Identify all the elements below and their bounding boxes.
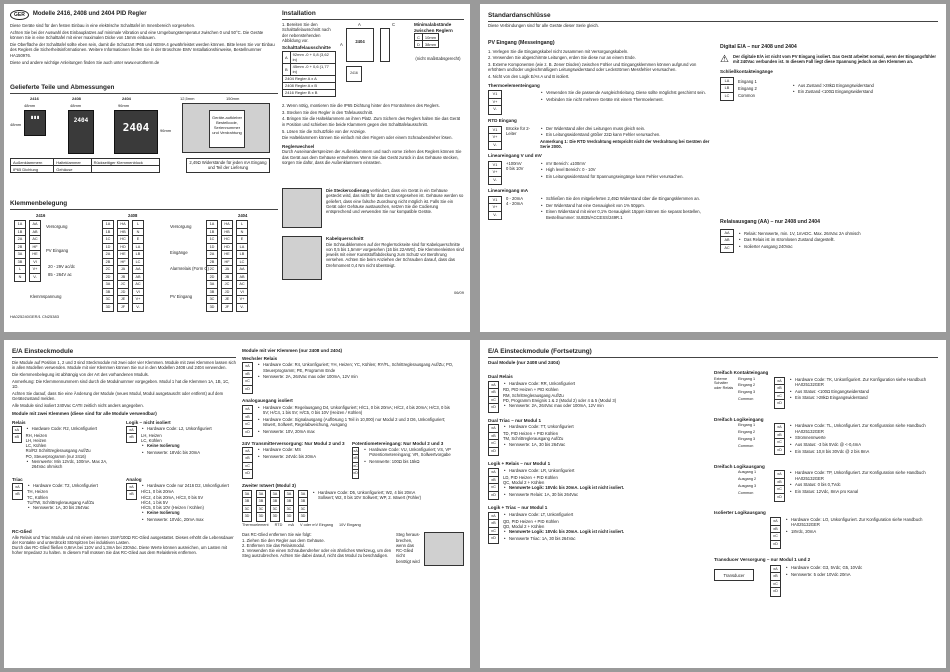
page-subtitle: Diese Verbindungen sind für alle Geräte dieser Serie gleich. <box>488 23 600 28</box>
anaout-heading: Analogausgang isoliert <box>242 398 293 404</box>
linma-range: 4 - 20mA <box>506 201 523 207</box>
wire-label: Alarmrelais (Form C) <box>170 266 209 271</box>
transducer-terminals: xA xB xC xD <box>770 565 781 597</box>
logic-relay-item: • Nennwerte Relais: 1A, 30 bis 264Vac <box>503 492 703 497</box>
relay-bullet: • Relais: Nennwerte, min. 1V, 1mADC. Max. 264Vac 2A ohmisch <box>738 231 918 236</box>
triple-contact-item: • Hardware Code: TK, Unkonfiguriert. Zur Konfiguration siehe Handbuch HA025132GER <box>789 377 939 388</box>
triple-modules: Dreifach Kontakteingang Externe Schalter oder Relais Eingang 1 Eingang 2 Eingang 3 Common xA xB xC xD • Hardware Code: TK, Unkonfiguriert. Zur Konfiguration siehe Handbuch HA025132GER • Aus Status: <100Ω Eingangswiderstand • Ein Status: >28kΩ Eingangswiderstand Dreifach Logikeingang Eingang 1 Eingang 2 Eingang 3 Common xA xB xC xD • Hardware Code: TL, Unkonfiguriert. Zur Konfiguration siehe Handbuch HA025132GER • Stromnennwerte • Aus Status: -3 bis 5Vdc @ <-0,4mA • Ein Status: 10,8 bis 30Vdc @ 2 bis 8mA Dreifach Logikausgang Ausgang 1 Ausgang 2 Ausgang 3 Common xA xB xC xD • Hardware Code: TP, Unkonfiguriert. Zur Konfiguration siehe Handbuch HA025132GER • Aus Status: 0 bis 0,7Vdc • Ein Status: 12Vdc, 8mA pro Kanal Isolierter Logikausgang xA xB xC xD • Hardware Code: LO, Unkonfiguriert. Zur Konfiguration siehe Handbuch HA025132GER • 18Vdc, 20mA Transducer Versorgung – nur Modul 1 und 2 Transducer xA xB xC xD • Hardware Code: G3, 5Vdc; G5, 10Vdc • Nennwerte: 5 oder 10Vdc 20mA <box>714 370 940 597</box>
trans-item: • Nennwerte: 24Vdc bis 20mA <box>257 454 316 459</box>
legend-item: Außenklammern <box>11 159 54 166</box>
dual-triac-terminals: xA xB xC xD <box>488 424 499 456</box>
switch-label: Externe Schalter oder Relais <box>714 376 734 391</box>
contact-bullet: • Aus Zustand >28kΩ Eingangswiderstand <box>792 83 932 88</box>
change-terminals: xA xB xC xD <box>242 362 253 394</box>
relay-bullet: • Isolierter Ausgang 240Vac <box>738 244 918 249</box>
triple-logic-out-heading: Dreifach Logikausgang <box>714 463 765 469</box>
dim-label: 48mm <box>10 122 22 127</box>
legend-item: Gehäuse <box>54 166 91 173</box>
intro-section <box>10 10 278 66</box>
tc-terminals: V1 V+ V- <box>488 90 502 115</box>
rtd-heading: RTD Eingang <box>488 117 517 123</box>
dim-label: 96mm <box>160 128 172 133</box>
linma-bullet: • Einen Widerstand mit einer 0,1% Genauigkeit 15ppm können Sie separat bestellen, Bestellnummer: SUB35/ACCESS/249R.1 <box>540 209 710 220</box>
parts-legend <box>10 158 160 173</box>
linv-bullet: • mV Bereich: ±100mV <box>540 161 710 166</box>
legend-item: IP65 Dichtung <box>11 166 54 173</box>
four-term-section <box>242 348 464 566</box>
install-step: 5. Lösen Sie die Schutzfolie von der Anzeige. <box>282 128 367 134</box>
contact-bullet: • Ein Zustand <100Ω Eingangswiderstand <box>792 89 932 94</box>
intro-para: Die Klemmenbelegung ist abhängig von der Art des vorhandenen Moduls. <box>12 372 149 378</box>
regler-text: Durch Auseinanderspreizen der Außenklammern und nach vorne ziehen des Reglers können Sie das Gerät aus dem Gehäuse entnehmen. Wenn Sie das Gerät zurück in das Gehäuse stecken, sorgen Sie dafür, dass die Außenklammern einrasten. <box>282 149 462 165</box>
relay-heading: Relaisausgang (AA) – nur 2408 und 2404 <box>720 219 821 226</box>
dim-label: 48mm <box>24 103 36 108</box>
terminal-strip: AA AB AC HF HE VI V+ V- <box>29 220 41 282</box>
iso-logic-terminals: xA xB xC xD <box>770 517 781 549</box>
trans-heading: 24V Transmitterversorgung: Nur Modul 2 und 3 <box>242 441 345 447</box>
parts-section <box>10 84 278 178</box>
relay-item: • Nennwerte: Min 12Vdc, 100mA. Max 2A, 264Vac ohmisch <box>26 459 122 470</box>
contact-label: Eingang 1 <box>738 78 757 84</box>
contact-heading: Schließkontakteingänge <box>720 69 773 74</box>
parts-heading: Gelieferte Teile und Abmessungen <box>10 84 278 94</box>
model-label: 2404 <box>238 213 248 218</box>
rc-picture-label: Steg heraus-brechen, wenn das RC-Glied nicht benötigt wird <box>396 532 420 564</box>
triple-logic-in-item: • Ein Status: 10,8 bis 30Vdc @ 2 bis 8mA <box>789 449 939 454</box>
logic-relay-terminals: xA xB xC xD <box>488 468 499 500</box>
change-relay-heading: Wechsler Relais <box>242 355 278 361</box>
voltage-label: 85 - 264V ac <box>48 272 72 277</box>
modules-section: E/A Einsteckmodule Die Module auf Position 1, 2 und 3 sind Steckmodule mit zwei oder vier Klemmen. Module mit zwei Klemmen lassen sich in allen Modellen verwenden. Module mit vier Klemmen können Sie nur in den Modellen 2408 und 2404 verwenden. Die Klemmenbelegung ist abhängig von der Art des vorhandenen Moduls. Anmerkung: Die Klemmennummern sind durch die Modulnummer vorgegeben. Modul 1 hat die Klemmen 1A, 1B, 1C, 1D. Achten Sie darauf, dass Sie eine Änderung der Module (neues Modul, Modul ausgetauscht oder entfernt) auf dem Gerätezustand melden. Alle Module sind isoliert 240Vac CATII zeitlich nicht anders angegeben. Module mit zwei Klemmen (diese sind für alle Module verwendbar) Relais xA xB • Hardware Code: R2, Unkonfiguriert RH, Heizen LH, Heizen LC, Kühlen Ro/R2 Schrittreglerausgang Auf/Zu PO, Steuerprogramm (nur 2416) • Nennwerte: Min 12Vdc, 100mA. Max 2A, 264Vac ohmisch Logik – nicht isoliert xA xB • Hardware Code: L2, Unkonfiguriert LH, Heizen LC, Kühlen • Keine Isolierung • Nennwerte: 18Vdc bis 20mA Triac xA xB • Hardware Code: T2, Unkonfiguriert TH, Heizen TC, Kühlen TU/TW, Schrittreglerausgang Auf/Zu • Nennwerte: 1A, 30 bis 264Vac Analog xA xB • Hardware Code nur 2416 D2, Unkonfiguriert H/C1, 0 bis 20mA H/C2, 4 bis 20mA, H/C3, 0 bis 5V H/C4, 1 bis 5V H/C5, 0 bis 10V (Heizen / Kühlen) • Keine Isolierung • Nennwerte: 10Vdc, 20mA max RC-Glied Alle Relais und Triac Module und mit einem internen 15nF/100Ω RC-Glied ausgestattet. Dieses erhöht die Lebensdauer der Kontakte und unterdrückt Störspitzen bei induktiven Lasten. Durch das RC-Glied fließen 0,8mA bei 110V und 1,3mA bei 230Vac. Diese Werte können ausreichen, um Lasten mit hoher Impedanz zu halten. In diesem Fall müssen Sie das RC-Glied aus dem Relaiskreis entfernen. <box>12 348 236 556</box>
intro-para: Die Module auf Position 1, 2 und 3 sind Steckmodule mit zwei oder vier Klemmen. Module mit zwei Klemmen lassen sich in allen Modellen verwenden. Module mit vier Klemmen können Sie nur in den Modellen 2408 und 2404 verwenden. <box>12 360 236 371</box>
manual-page-1 <box>4 4 470 332</box>
anaout-terminals: xA xB xC xD <box>242 405 253 437</box>
intro-para: Anmerkung: Die Klemmennummern sind durch die Modulnummer vorgegeben. Modul 1 hat die Klemmen 1A, 1B, 1C, 1D. <box>12 378 230 390</box>
intro-para: Die Oberfläche der Schalttafel sollte eben sein, damit die Schutzart IP65 und NEMA 4 gewährleistet werden können. Bitte lesen Sie vor Einbau des Reglers die Sicherheitsinformationen. Weitere Informationen finden Sie in der Broschüre EMV Installationshinweise, Bestellnummer HA150976. <box>10 42 275 58</box>
contact-terminals: LA LB LC <box>720 77 734 102</box>
analog-item: • Hardware Code nur 2416 D2, Unkonfiguriert <box>141 483 229 488</box>
rc-text: Alle Relais und Triac Module und mit einem internen 15nF/100Ω RC-Glied ausgestattet. Dieses erhöht die Lebensdauer der Kontakte und unterdrückt Störspitzen bei induktiven Lasten. <box>12 534 234 545</box>
plug-text: verhindert, dass ein Gerät in ein Gehäuse gesteckt wird, das nicht für das Gerät vorgesehen ist. Gehäuse werden so geliefert, dass eine falsche Zuordnung nicht möglich ist. Falls Sie ein Gerät oder Gehäuse austauschen, setzen Sie die Codierung entsprechend und verwenden Sie nur kompatible Geräte. <box>326 188 464 214</box>
manual-page-3 <box>4 340 470 668</box>
pv-step: 1. Verlegen Sie die Eingangskabel nicht zusammen mit Versorgungskabeln. <box>488 48 629 54</box>
transducer-item: • Nennwerte: 5 oder 10Vdc 20mA <box>785 572 935 577</box>
triple-logic-in-item: • Stromnennwerte <box>789 435 939 440</box>
cutout-title: Schalttafelausschnitte <box>282 45 331 50</box>
logic-triac-terminals: xA xB xC xD <box>488 512 499 544</box>
trans-terminals: xA xB xC xD <box>242 447 253 479</box>
transducer-heading: Transducer Versorgung – nur Modul 1 und 2 <box>714 557 811 563</box>
four-term-heading: Module mit vier Klemmen (nur 2408 und 2404) <box>242 348 343 353</box>
pot-terminals: xA xB xC xD <box>352 447 359 479</box>
model-label: 2404 <box>122 96 131 101</box>
manual-page-4 <box>480 340 946 668</box>
page-title: Standardanschlüsse <box>488 12 938 22</box>
terminal-strip: 1A 1B 1C 1D 2A 2B 2C 2D 3A 3B 3C 3D <box>102 220 114 312</box>
tc-heading: Thermoelementeingang <box>488 82 540 88</box>
pv-step: 3. Externe Komponenten (wie z. B. Zener Dioden) zwischen Fühler und Eingangsklemmen können aufgrund von erhöhtem und/oder ungleichmäßigem Leitungswiderstand oder Leckströmen Messfehler verursachen. <box>488 62 697 73</box>
installation-heading: Installation <box>282 10 464 20</box>
rc-module-image <box>424 532 464 566</box>
page-title: E/A Einsteckmodule (Fortsetzung) <box>488 348 938 358</box>
wiring-heading: Klemmenbelegung <box>10 200 278 210</box>
install-steps <box>282 103 464 141</box>
install-step: 4. Bringen Sie die Halteklammern an ihren Platz. Zum Sichern des Reglers halten Sie das Gerät in Position und schieben Sie beide Klammern gegen den Schalttafelausschnitt. <box>282 116 461 127</box>
triple-contact-item: • Ein Status: >28kΩ Eingangswiderstand <box>789 395 939 400</box>
cable-image <box>282 236 322 280</box>
rc-remove-title: Das RC-Glied entfernen Sie wie folgt: <box>242 532 312 538</box>
model-label: 2408 <box>128 213 138 218</box>
legend-item: Halteklammer <box>54 159 91 166</box>
digital-section <box>720 44 938 253</box>
digital-heading: Digital E/A – nur 2408 und 2404 <box>720 44 797 50</box>
transducer-item: • Hardware Code: G3, 5Vdc; G5, 10Vdc <box>785 565 935 570</box>
relay-item: • Hardware Code: R2, Unkonfiguriert <box>26 426 122 431</box>
dim-label: 48mm <box>70 103 82 108</box>
triple-logic-in-item: • Aus Status: -3 bis 5Vdc @ <-0,4mA <box>789 442 939 447</box>
linv-heading: Lineareingang V und mV <box>488 153 542 158</box>
anaout-item: • Hardware Code: Regelausgang D4, Unkonfiguriert; H/C1, 0 bis 20mA; H/C2, 4 bis 20mA; H/C3, 0 bis 5V; H/C4, 1 bis 5V; H/C5, 0 bis 10V (Heizen / Kühlen) <box>257 405 457 416</box>
intro-text <box>10 23 278 65</box>
linv-range: 0 bis 10V <box>506 165 524 171</box>
triac-item: • Nennwerte: 1A, 30 bis 264Vac <box>27 505 98 510</box>
page-subtitle: Dual Module (nur 2408 und 2404) <box>488 360 560 365</box>
wire-label: PV Eingang <box>46 248 69 253</box>
change-item: • Hardware Code: R4, Unkonfiguriert; YH, Heizen; YC, Kühlen; RY/FL, Schrittreglerausgang Auf/Zu; PO, Steuerprogramm; PE, Programm Ende <box>257 362 457 373</box>
triple-contact-terminals: xA xB xC xD <box>774 377 785 409</box>
trans-item: • Hardware Code: MS <box>257 447 316 452</box>
linma-bullet: • Schließen Sie den mitgelieferten 2,49Ω Widerstand über die Eingangsklemmen an. <box>540 196 710 201</box>
anaout-item: • Hardware Code: Signalausgang (Auflösung 1 Teil in 10,000) nur Modul 2 und 3 D6, Unkonfiguriert; Istwert, Sollwert, Regelabweichung, Ausgang <box>257 417 457 428</box>
pv-step: 2. Verwenden Sie abgeschirmte Leitungen, erden Sie diese nur an einem Ende. <box>488 55 636 61</box>
relay-bullet: • Das Relais ist im stromlosen Zustand dargestellt. <box>738 237 918 242</box>
dual-relay-terminals: xA xB xC xD <box>488 381 499 413</box>
cutout-diagram <box>340 22 410 84</box>
wire-label: Eingänge <box>170 250 188 255</box>
spacing-title: Minimalabstände zwischen Reglern <box>414 22 453 33</box>
pot-item: • Nennwerte: 100Ω bis 15kΩ <box>363 459 462 464</box>
pot-item: • Hardware Code: VU, Unkonfiguriert; VS, VP Potentiometereingang; VR, Sollwertvorgabe <box>363 447 462 458</box>
install-step: 2. Wenn nötig, montieren Sie die IP65 Dichtung hinter den Frontrahmen des Reglers. <box>282 102 440 108</box>
logic-item: • Keine Isolierung <box>141 443 212 448</box>
triac-item: • Hardware Code: T2, Unkonfiguriert <box>27 483 98 488</box>
display-readout: 2404 <box>73 117 89 124</box>
logic-heading: Logik – nicht isoliert <box>126 420 171 426</box>
cutout-shape: 2404 <box>346 28 374 62</box>
logic-item: • Nennwerte: 18Vdc bis 20mA <box>141 450 212 455</box>
analog-terminals: xA xB <box>126 483 137 500</box>
regler-heading: Reglerwechsel <box>282 143 315 149</box>
pv-step: 4. Nicht von den Logik E/As A und B isoliert. <box>488 74 570 80</box>
rtd-note: Anmerkung 1: Die RTD Verdrahtung entspricht nicht der Verdrahtung bei Geräten der Serie 2000. <box>540 139 710 150</box>
triple-logic-in-heading: Dreifach Logikeingang <box>714 416 764 422</box>
housing-image <box>182 103 270 153</box>
terminal-strip: L N E LA LB LC AA AB AC VI V+ V- <box>132 220 144 312</box>
relay-terminals: xA xB <box>12 426 22 443</box>
model-label: 2408 <box>72 96 81 101</box>
triple-logic-out-item: • Aus Status: 0 bis 0,7Vdc <box>789 482 939 487</box>
linv-terminals: V1 V+ V- <box>488 161 502 186</box>
install-step: 3. Stecken Sie den Regler in den Tafelausschnitt. <box>282 109 374 115</box>
anaout-item: • Nennwerte: 10V, 20mA max <box>257 429 457 434</box>
display-readout: 2404 <box>122 121 150 134</box>
iso-logic-item: • 18Vdc, 20mA <box>785 529 935 534</box>
second-pv-diagrams: 3A 3B 3C 3D 3A 3B 3C 3D 3A 3B 3C 3D 3A 3B 3C 3D 3A 3B 3C 3D <box>242 490 308 522</box>
install-step: 1. Bereiten Sie den Schalttafelausschnitt nach der nebenstehenden Abbildung vor. <box>282 22 331 43</box>
linma-range: 0 - 20mA <box>506 195 523 201</box>
analog-heading: Analog <box>126 476 142 482</box>
rc-remove-step: 1. Ziehen Sie den Regler aus dem Gehäuse. <box>242 537 325 543</box>
triple-logic-in-item: • Hardware Code: TL, Unkonfiguriert. Zur Konfiguration siehe Handbuch HA025132GER <box>789 423 939 434</box>
scale-note: (nicht maßstabsgerecht) <box>415 56 461 62</box>
rtd-terminals: V1 V+ V- <box>488 126 502 151</box>
linv-bullet: • Ein Leitungswiderstand für Spannungseingänge kann Fehler verursachen. <box>540 174 710 179</box>
logic-triac-item: • Nennwerte Triac: 1A, 30 bis 264Vac <box>503 536 703 541</box>
intro-para: Achten Sie bei der Auswahl des Einbauplatzes auf minimale Vibration und eine Umgebungstemperatur zwischen 0 und 50°C. Die Geräte können Sie in eine Schalttafel mit einer maximalen Dicke von 15mm einbauen. <box>10 30 264 41</box>
logic-relay-heading: Logik + Relais – nur Modul 1 <box>488 461 551 467</box>
terminal-strip: 1A 1B 1C 1D 2A 2B 2C 2D 3A 3B 3C 3D <box>206 220 218 312</box>
logic-triac-heading: Logik + Triac – nur Modul 1 <box>488 505 548 511</box>
wiring-section <box>10 200 278 322</box>
controller-2404-image <box>114 110 158 154</box>
wire-label: Versorgung <box>170 224 192 229</box>
document-code: HA025240GER/1 CN25383 <box>10 314 59 319</box>
analog-item: • Keine Isolierung <box>141 510 229 515</box>
install-note: Die Halteklammern können Sie einfach mit den Fingern oder einem Schraubendreher lösen. <box>282 135 453 141</box>
triac-heading: Triac <box>12 476 23 482</box>
terminal-strip: HA HB HC HD HE HF JA JB JC JD JE JF <box>117 220 129 312</box>
installation-section <box>282 10 464 165</box>
relay-heading: Relais <box>12 420 26 426</box>
dual-triac-item: • Nennwerte: 1A, 30 bis 264Vac <box>503 442 703 447</box>
logic-item: • Hardware Code: L2, Unkonfiguriert <box>141 426 212 431</box>
dim-marker: A <box>340 42 343 47</box>
cable-title: Kabelquerschnitt <box>326 236 364 241</box>
logic-relay-item: • Nennwerte Logik: 18Vdc bis 20mA. Logik ist nicht isoliert. <box>503 485 703 490</box>
plug-title: Die Steckercodierung <box>326 188 370 193</box>
dual-triac-heading: Dual Triac – nur Modul 1 <box>488 417 542 423</box>
cutout-shape <box>380 28 390 62</box>
model-label: 2416 <box>36 213 46 218</box>
rc-remove-step: 3. Verwenden Sie einen Schraubendreher oder ein ähnliches Werkzeug, um den Steg auszubrechen. Achten Sie dabei darauf, nicht das Modul zu beschädigen. <box>242 548 392 559</box>
language-badge: GER <box>10 10 29 20</box>
change-item: • Nennwerte: 2A, 264Vac max oder 100mA, 12V min <box>257 374 457 379</box>
logic-triac-item: • Hardware Code: LT, Unkonfiguriert <box>503 512 703 517</box>
terminal-block-2408 <box>102 220 144 312</box>
intro-para: Achten Sie darauf, dass Sie eine Änderung der Module (neues Modul, Modul ausgetauscht oder entfernt) auf dem Gerätezustand melden. <box>12 391 224 402</box>
intro-para: Diese Geräte sind für den festen Einbau in eine elektrische Schalttafel im Innenbereich vorgesehen. <box>10 23 196 29</box>
contact-label: Eingang 2 <box>738 85 757 91</box>
terminal-strip: 1A 1B 2A 2B 3A 3B L N <box>14 220 26 282</box>
dim-marker: C <box>392 22 396 27</box>
iso-logic-item: • Hardware Code: LO, Unkonfiguriert. Zur Konfiguration siehe Handbuch HA025132GER <box>785 517 935 528</box>
triple-contact-heading: Dreifach Kontakteingang <box>714 370 769 375</box>
device-sticker: Geräte-aufkleber Bestellcode, Seriennummer und Verdrahtung <box>209 110 245 148</box>
linma-terminals: V1 V+ V- <box>488 196 502 221</box>
two-term-heading: Module mit zwei Klemmen (diese sind für alle Module verwendbar) <box>12 411 157 417</box>
second-pv-item: • Hardware Code: D5, Unkonfiguriert; W2, 4 bis 20mA Sollwert; W2, 0 bis 10V Sollwert; WP, 2. Istwert (Fühler) <box>312 490 422 501</box>
logic-relay-item: • Hardware Code: LR, Unkonfiguriert <box>503 468 703 473</box>
wire-label: PV Eingang <box>170 294 193 299</box>
warning-icon: ⚠ <box>720 53 729 65</box>
digital-note: Der digitale E/A ist nicht vom PV Eingang isoliert. Das Gerät arbeitet normal, wenn der Eingangsfühler mit 240Vac verbunden ist. In diesem Fall liegt diese Spannung jedoch an den Klemmen an. <box>732 53 936 64</box>
page-title: Modelle 2416, 2408 und 2404 PID Regler <box>32 11 147 18</box>
plug-section <box>282 188 464 295</box>
contact-label: Common <box>738 93 755 99</box>
manual-page-2 <box>480 4 946 332</box>
tc-bullet: • Verbinden Sie nicht mehrere Geräte mit einem Thermoelement. <box>540 97 710 102</box>
terminal-block-2416 <box>14 220 41 282</box>
cutout-table: A 92mm -0 + 0,8 (3,62 in) B 45mm -0 + 0,6 (1,77 in) 2404 Regler A x A 2408 Regler A x B 2416 Regler B x B <box>282 51 336 97</box>
intro-para: Diese und andere wichtige Anleitungen finden Sie auch unter www.eurotherm.de <box>10 59 160 65</box>
rtd-bullet: • Der Widerstand aller drei Leitungen muss gleich sein. <box>540 126 710 131</box>
dim-label: 150mm <box>226 96 240 101</box>
linma-bullet: • Der Widerstand hat eine Genauigkeit von 1% 50ppm. <box>540 203 710 208</box>
spacing-table: C 10mm D 38mm <box>414 33 439 48</box>
tc-bullet: • Verwenden Sie die passende Ausgleichsleitung. Diese sollte möglichst geschirmt sein. <box>540 90 710 95</box>
cable-text: Die Schraubklemmen auf der Reglerrückseite sind für Kabelquerschnitte von 0,5 bis 1,5mm² vorgesehen (16 bis 22AWG). Die Klemmenleisten sind jeweils mit einer Kunststoffabdeckung zum Schutz vor Berührung versehen. Achten Sie beim Anziehen der Schrauben darauf, dass das Drehmoment 0,4 Nm nicht übersteigt. <box>326 241 464 268</box>
logic-terminals: xA xB <box>126 426 137 443</box>
linv-range: +100mV <box>506 160 522 166</box>
dual-triac-item: • Hardware Code: TT, Unkonfiguriert <box>503 424 703 429</box>
rc-remove-step: 2. Entfernen Sie das Relaismodul. <box>242 542 306 548</box>
dual-modules: Dual Relais xA xB xC xD • Hardware Code: RR, Unkonfiguriert RD, PID Heizen + PID Kühlen RM, Schrittreglerausgang Auf/Zu PD, Programm Ereignis 1 & 2 (Modul 2) oder 4 & 5 (Modul 3) • Nennwerte: 2A, 264Vac max oder 100mA, 12V min Dual Triac – nur Modul 1 xA xB xC xD • Hardware Code: TT, Unkonfiguriert TD, PID Heizen + PID Kühlen TM, Schrittreglerausgang Auf/Zu • Nennwerte: 1A, 30 bis 264Vac Logik + Relais – nur Modul 1 xA xB xC xD • Hardware Code: LR, Unkonfiguriert LD, PID Heizen + PID Kühlen QC, Modul 2 + Kühlen • Nennwerte Logik: 18Vdc bis 20mA. Logik ist nicht isoliert. • Nennwerte Relais: 1A, 30 bis 264Vac Logik + Triac – nur Modul 1 xA xB xC xD • Hardware Code: LT, Unkonfiguriert QD, PID Heizen + PID Kühlen QD, Modul 2 + Kühlen • Nennwerte Logik: 18Vdc bis 20mA. Logik ist nicht isoliert. • Nennwerte Triac: 1A, 30 bis 264Vac <box>488 374 708 544</box>
controller-2416-image: ∎∎∎ <box>24 110 46 136</box>
dual-relay-heading: Dual Relais <box>488 374 513 379</box>
terminal-block-2404 <box>206 220 248 312</box>
triple-logic-out-item: • Ein Status: 12Vdc, 8mA pro Kanal <box>789 489 939 494</box>
dual-relay-item: • Hardware Code: RR, Unkonfiguriert <box>503 381 703 386</box>
wire-label: Klemmspannung <box>30 294 62 299</box>
voltage-label: 20 - 29V ac/dc <box>48 264 76 269</box>
relay-terminals: AA AB AC <box>720 229 734 254</box>
linv-bullet: • High level Bereich: 0 - 10V <box>540 167 710 172</box>
terminal-strip: HA HB HC HD HE HF JA JB JC JD JE JF <box>221 220 233 312</box>
plug-coding-image <box>282 188 322 228</box>
controller-2408-image <box>68 110 94 154</box>
triple-logic-out-terminals: xA xB xC xD <box>774 470 785 502</box>
iso-logic-heading: Isolierter Logikausgang <box>714 510 766 516</box>
resistor-note: 2,49Ω Widerstände für jeden mA Eingang und Teil der Lieferung <box>186 158 270 173</box>
transducer-box: Transducer <box>714 569 754 581</box>
pv-heading: PV Eingang (Messeingang) <box>488 40 555 46</box>
dim-label: 96mm <box>118 103 130 108</box>
terminal-strip: L N E LA LB LC AA AB AC VI V+ V- <box>236 220 248 312</box>
intro-para: Alle Module sind isoliert 240Vac CATII zeitlich nicht anders angegeben. <box>12 403 144 409</box>
dim-label: 12,5mm <box>180 96 195 101</box>
second-pv-heading: Zweiter Istwert (Modul 3) <box>242 482 296 488</box>
logic-triac-item: • Nennwerte Logik: 18Vdc bis 20mA. Logik ist nicht isoliert. <box>503 529 703 534</box>
dim-marker: A <box>358 22 361 27</box>
rc-text: Durch das RC-Glied fließen 0,8mA bei 110V und 1,3mA bei 230Vac. Diese Werte können ausreichen, um Lasten mit hoher Impedanz zu halten. In diesem Fall müssen Sie das RC-Glied aus dem Relaiskreis entfernen. <box>12 545 228 556</box>
rtd-bullet: • Ein Leitungswiderstand größer 22Ω kann Fehler verursachen. <box>540 132 710 137</box>
triple-contact-item: • Aus Status: <100Ω Eingangswiderstand <box>789 389 939 394</box>
analog-item: • Nennwerte: 10Vdc, 20mA max <box>141 517 229 522</box>
triple-logic-in-terminals: xA xB xC xD <box>774 423 785 455</box>
wire-label: Versorgung <box>46 224 68 229</box>
model-label: 2416 <box>30 96 39 101</box>
linma-heading: Lineareingang mA <box>488 188 529 194</box>
page-title: E/A Einsteckmodule <box>12 348 236 358</box>
rc-heading: RC-Glied <box>12 528 32 534</box>
rtd-bridge-label: Brücke für 2-Leiter <box>506 125 530 136</box>
triac-terminals: xA xB <box>12 483 23 500</box>
dual-relay-item: • Nennwerte: 2A, 264Vac max oder 100mA, 12V min <box>503 403 703 408</box>
legend-item: Rückseitiger Klemmenblock <box>91 159 159 166</box>
document-date: 06/09 <box>453 290 464 295</box>
triple-logic-out-item: • Hardware Code: TP, Unkonfiguriert. Zur Konfiguration siehe Handbuch HA025132GER <box>789 470 939 481</box>
second-pv-labels: Thermoelement RTD mA V oder mV Eingang 10V Eingang <box>242 522 361 527</box>
pv-section <box>488 40 710 221</box>
cutout-shape: 2416 <box>346 66 362 82</box>
pot-heading: Potentiometereingang: Nur Modul 2 und 3 <box>352 441 444 447</box>
